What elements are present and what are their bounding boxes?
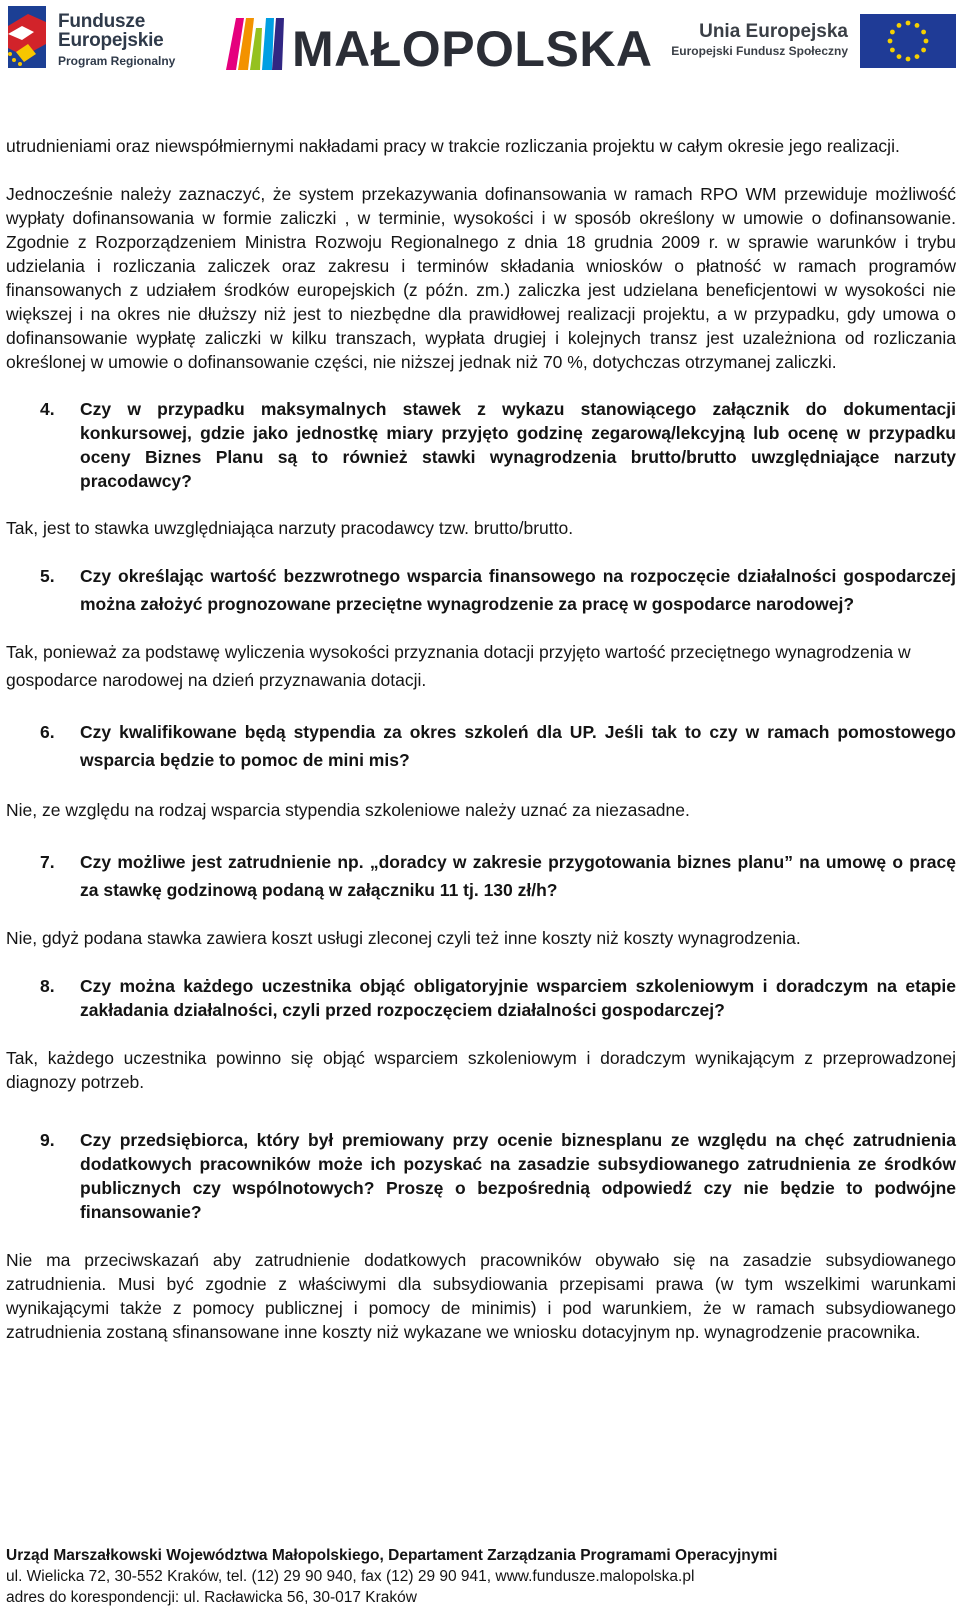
fe-logo-line3: Program Regionalny bbox=[58, 54, 176, 68]
question-6 bbox=[6, 718, 956, 774]
malopolska-logo bbox=[224, 14, 653, 77]
answer-7: Nie, gdyż podana stawka zawiera koszt usługi zleconej czyli też inne koszty niż koszty wynagrodzenia. bbox=[6, 928, 801, 948]
malopolska-m-mark-icon bbox=[224, 14, 286, 74]
question-text: Czy możliwe jest zatrudnienie np. „doradcy w zakresie przygotowania biznes planu” na umowę o pracę za stawkę godzinową podaną w załączniku 11 tj. 130 zł/h? bbox=[80, 852, 956, 900]
answer-4: Tak, jest to stawka uwzględniająca narzuty pracodawcy tzw. brutto/brutto. bbox=[6, 518, 574, 538]
paragraph-continued: utrudnieniami oraz niewspółmiernymi nakładami pracy w trakcie rozliczania projektu w całym okresie jego realizacji. bbox=[6, 136, 900, 156]
question-8 bbox=[6, 974, 956, 1022]
unia-europejska-wordmark bbox=[671, 22, 848, 58]
question-number: 4. bbox=[40, 399, 55, 419]
answer-8: Tak, każdego uczestnika powinno się objąć wsparciem szkoleniowym i doradczym wynikającym z przeprowadzonej diagnozy potrzeb. bbox=[6, 1048, 956, 1092]
malopolska-wordmark: MAŁOPOLSKA bbox=[292, 21, 653, 77]
question-text: Czy w przypadku maksymalnych stawek z wykazu stanowiącego załącznik do dokumentacji konkursowej, gdzie jako jednostkę miary przyjęto godzinę zegarową/lekcyjną lub ocenę w przypadku oceny Biznes Planu są to również stawki wynagrodzenia brutto/brutto uwzględniające narzuty pracodawcy? bbox=[80, 399, 956, 491]
paragraph-advance-payment: Jednocześnie należy zaznaczyć, że system przekazywania dofinansowania w ramach RPO WM przewiduje możliwość wypłaty dofinansowania w formie zaliczki , w terminie, wysokości i w sposób określony w umowie o dofinansowanie. Zgodnie z Rozporządzeniem Ministra Rozwoju Regionalnego z dnia 18 grudnia 2009 r. w sprawie warunków i trybu udzielania i rozliczania zaliczek oraz zakresu i terminów składania wniosków o płatność w ramach programów finansowanych z udziałem środków europejskich (z późn. zm.) zaliczka jest udzielana beneficjentowi w wysokości nie większej i na okres nie dłuższy niż jest to niezbędne dla prawidłowej realizacji projektu, a w przypadku, gdy umowa o dofinansowanie wypłatę zaliczki w kilku transzach, wypłata drugiej i kolejnych transz jest uzależniona od rozliczania określonej w umowie o dofinansowanie części, nie niższej jednak niż 70 %, dotychczas otrzymanej zaliczki. bbox=[6, 184, 956, 372]
page-footer bbox=[6, 1545, 946, 1608]
footer-address: ul. Wielicka 72, 30-552 Kraków, tel. (12) 29 90 940, fax (12) 29 90 941, www.fundusze.malopolska.pl bbox=[6, 1568, 695, 1585]
document-body bbox=[6, 134, 956, 1344]
ue-logo-line2: Europejski Fundusz Społeczny bbox=[671, 43, 848, 58]
question-text: Czy przedsiębiorca, który był premiowany przy ocenie biznesplanu ze względu na chęć zatrudnienia dodatkowych pracowników może ich pozyskać na zasadzie subsydiowanego zatrudnienia ze środków publicznych czy wspólnotowych? Proszę o bezpośrednią odpowiedź czy nie będzie to podwójne finansowanie? bbox=[80, 1130, 956, 1222]
question-number: 8. bbox=[40, 976, 55, 996]
question-5 bbox=[6, 562, 956, 618]
fundusze-europejskie-wordmark bbox=[58, 12, 175, 67]
eu-flag-icon bbox=[860, 14, 956, 68]
question-text: Czy określając wartość bezzwrotnego wsparcia finansowego na rozpoczęcie działalności gospodarczej można założyć prognozowane przeciętne wynagrodzenie za pracę w gospodarce narodowej? bbox=[80, 566, 956, 614]
question-7 bbox=[6, 848, 956, 904]
question-4 bbox=[6, 397, 956, 493]
fe-logo-line2: Europejskie bbox=[58, 30, 164, 51]
fe-logo-line1: Fundusze bbox=[58, 11, 146, 32]
question-text: Czy można każdego uczestnika objąć obligatoryjnie wsparciem szkoleniowym i doradczym na etapie zakładania działalności, czyli przed rozpoczęciem działalności gospodarczej? bbox=[80, 976, 956, 1020]
question-number: 5. bbox=[40, 566, 55, 586]
ue-logo-line1: Unia Europejska bbox=[699, 21, 848, 42]
footer-institution: Urząd Marszałkowski Województwa Małopolskiego, Departament Zarządzania Programami Operacyjnymi bbox=[6, 1547, 778, 1564]
question-number: 7. bbox=[40, 852, 55, 872]
question-text: Czy kwalifikowane będą stypendia za okres szkoleń dla UP. Jeśli tak to czy w ramach pomostowego wsparcia będzie to pomoc de mini mis? bbox=[80, 722, 956, 770]
question-9 bbox=[6, 1128, 956, 1224]
page-header bbox=[0, 0, 960, 82]
question-number: 9. bbox=[40, 1130, 55, 1150]
answer-5: Tak, ponieważ za podstawę wyliczenia wysokości przyznania dotacji przyjęto wartość przeciętnego wynagrodzenia w gospodarce narodowej na dzień przyznawania dotacji. bbox=[6, 642, 911, 690]
answer-6: Nie, ze względu na rodzaj wsparcia stypendia szkoleniowe należy uznać za niezasadne. bbox=[6, 800, 690, 820]
fundusze-europejskie-emblem-icon bbox=[6, 4, 54, 72]
footer-correspondence-address: adres do korespondencji: ul. Racławicka 56, 30-017 Kraków bbox=[6, 1589, 417, 1606]
unia-europejska-logo bbox=[671, 12, 956, 72]
question-number: 6. bbox=[40, 722, 55, 742]
answer-9: Nie ma przeciwskazań aby zatrudnienie dodatkowych pracowników obywało się na zasadzie subsydiowanego zatrudnienia. Musi być zgodnie z właściwymi dla subsydiowania przepisami prawa (w tym wszelkimi warunkami wynikającymi także z pomocy publicznej i pomocy de minimis) i pod warunkiem, że w ramach subsydiowanego zatrudnienia zostaną sfinansowane inne koszty niż wykazane we wniosku dotacyjnym np. wynagrodzenie pracownika. bbox=[6, 1250, 956, 1342]
fundusze-europejskie-logo bbox=[6, 4, 176, 74]
